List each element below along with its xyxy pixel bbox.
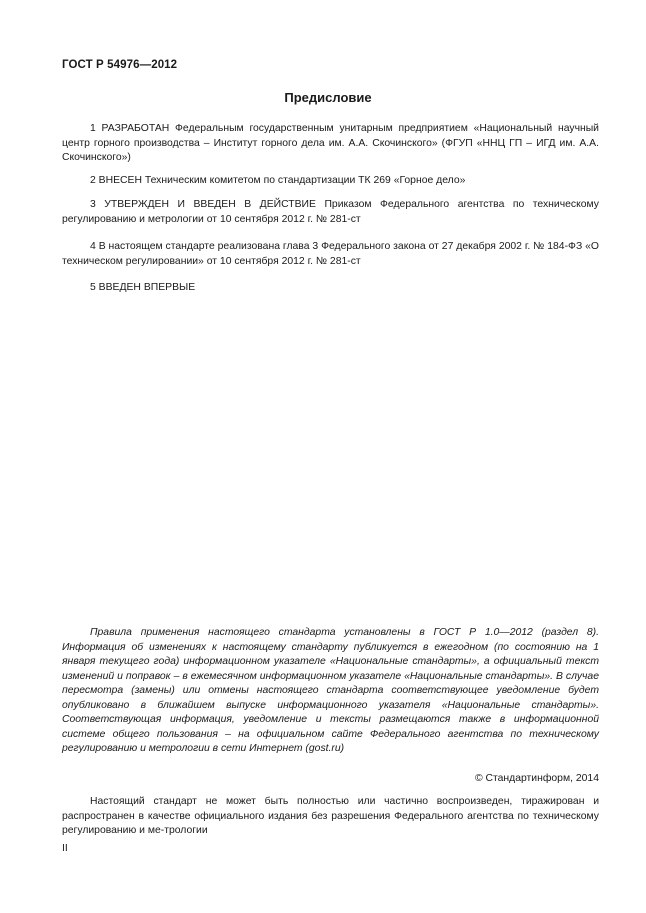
preface-item-5-text: 5 ВВЕДЕН ВПЕРВЫЕ [90, 282, 196, 293]
preface-item-4 [62, 240, 599, 269]
page-number: II [62, 843, 68, 854]
preface-item-4-text: 4 В настоящем стандарте реализована глава 3 Федерального закона от 27 декабря 2002 г. № 184-ФЗ «О техническом регулировании» от 10 сентября 2012 г. № 281-ст [62, 241, 599, 267]
preface-item-1-text: 1 РАЗРАБОТАН Федеральным государственным унитарным предприятием «Национальный научный центр горного производства – Институт горного дела им. А.А. Скочинского» (ФГУП «ННЦ ГП – ИГД им. А.А. Скочинского») [62, 123, 599, 163]
preface-item-2-text: 2 ВНЕСЕН Техническим комитетом по стандартизации ТК 269 «Горное дело» [90, 175, 466, 186]
preface-item-3-text: 3 УТВЕРЖДЕН И ВВЕДЕН В ДЕЙСТВИЕ Приказом Федерального агентства по техническому регулированию и метрологии от 10 сентября 2012 г. № 281-ст [62, 199, 599, 225]
copyright-line: © Стандартинформ, 2014 [474, 773, 599, 784]
preface-item-1 [62, 122, 599, 166]
preface-title: Предисловие [284, 90, 372, 105]
preface-item-2 [62, 174, 599, 189]
preface-item-3 [62, 198, 599, 227]
application-rules-notice: Правила применения настоящего стандарта установлены в ГОСТ Р 1.0—2012 (раздел 8). Информация об изменениях к настоящему стандарту публикуется в ежегодном (по состоянию на 1 января текущего года) информационном указателе «Национальные стандарты», а официальный текст изменений и поправок – в ежемесячном информационном указателе «Национальные стандарты». В случае пересмотра (замены) или отмены настоящего стандарта соответствующее уведомление будет опубликовано в ближайшем выпуске информационного указателя «Национальные стандарты». Соответствующая информация, уведомление и тексты размещаются также в информационной системе общего пользования – на официальном сайте Федерального агентства по техническому регулированию и метрологии в сети Интернет (gost.ru) [62, 627, 599, 754]
preface-item-5 [62, 281, 599, 296]
standard-code: ГОСТ Р 54976—2012 [62, 59, 178, 71]
reproduction-notice: Настоящий стандарт не может быть полностью или частично воспроизведен, тиражирован и распространен в качестве официального издания без разрешения Федерального агентства по техническому регулированию и ме-трологии [62, 796, 599, 836]
